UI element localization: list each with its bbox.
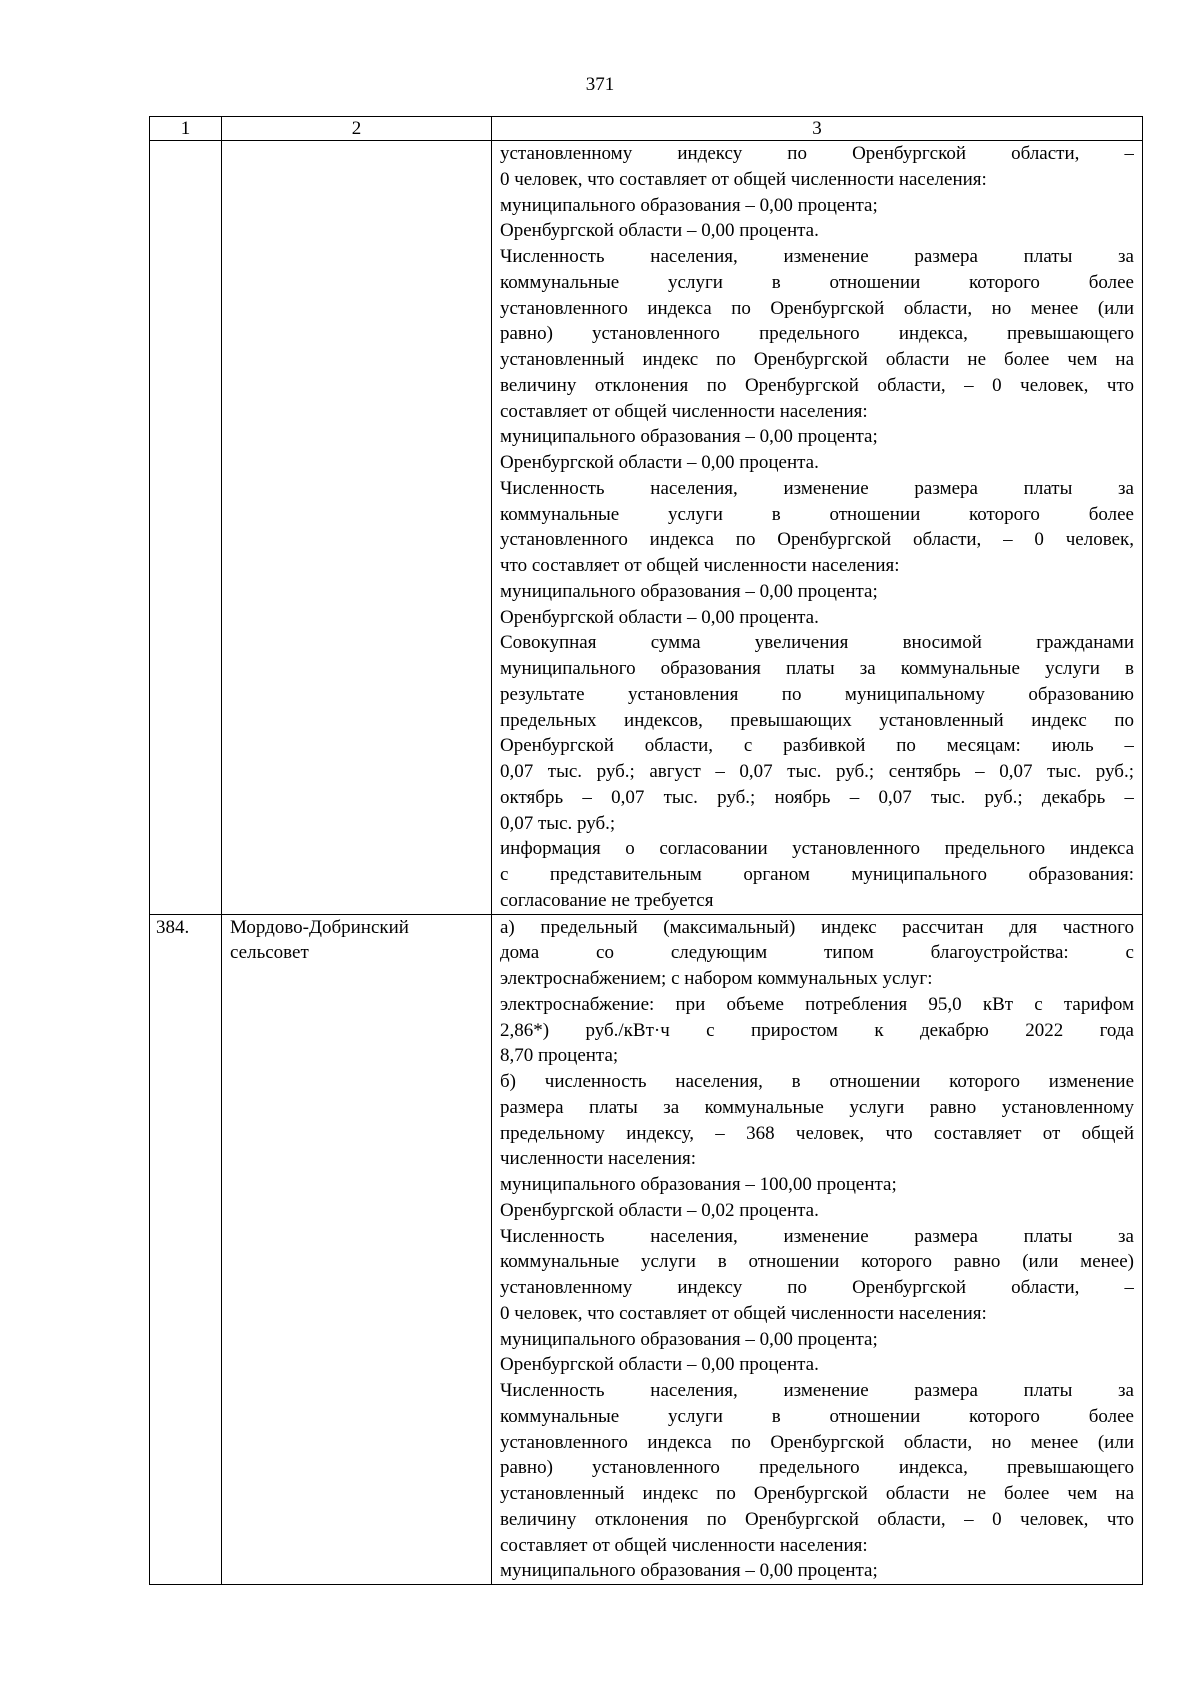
text-line: муниципального образования – 0,00 процента; — [500, 194, 878, 216]
text-line: 0,07 тыс. руб.; август – 0,07 тыс. руб.; сентябрь – 0,07 тыс. руб.; — [500, 761, 1134, 782]
text-line: коммунальные услуги в отношении которого более — [500, 1405, 1134, 1427]
text-line: 0 человек, что составляет от общей численности населения: — [500, 168, 987, 190]
text-line: установленный индекс по Оренбургской области не более чем на — [500, 349, 1134, 370]
page-number: 371 — [585, 74, 615, 95]
header-col-1: 1 — [150, 117, 222, 141]
table-header-row — [150, 117, 1143, 141]
description-cell — [492, 141, 1143, 915]
text-line: Численность населения, изменение размера платы за — [500, 1225, 1134, 1247]
row-number-cell — [150, 141, 222, 915]
text-line: муниципального образования – 0,00 процента; — [500, 1560, 878, 1582]
text-line: а) предельный (максимальный) индекс рассчитан для частного — [500, 916, 1134, 938]
text-line: установленного индекса по Оренбургской области, но менее (или — [500, 1431, 1134, 1453]
text-line: Численность населения, изменение размера платы за — [500, 477, 1134, 499]
text-line: величину отклонения по Оренбургской области, – 0 человек, что — [500, 374, 1134, 396]
text-line: 0,07 тыс. руб.; — [500, 812, 616, 834]
text-line: Численность населения, изменение размера платы за — [500, 1380, 1134, 1401]
text-line: коммунальные услуги в отношении которого более — [500, 503, 1134, 525]
text-line: установленному индексу по Оренбургской области, – — [500, 143, 1134, 164]
text-line: что составляет от общей численности населения: — [500, 555, 900, 576]
municipality-name-cell — [222, 914, 492, 1585]
text-line: Оренбургской области – 0,00 процента. — [500, 452, 819, 473]
text-line: муниципального образования – 0,00 процента; — [500, 426, 878, 448]
text-line: информация о согласовании установленного предельного индекса — [500, 838, 1134, 860]
text-line: 2,86*) руб./кВт·ч с приростом к декабрю 2022 года — [500, 1019, 1134, 1041]
text-line: составляет от общей численности населения: — [500, 400, 868, 422]
text-line: муниципального образования – 0,00 процента; — [500, 1328, 878, 1350]
text-line: величину отклонения по Оренбургской области, – 0 человек, что — [500, 1508, 1134, 1530]
text-line: предельных индексов, превышающих установленный индекс по — [500, 709, 1134, 731]
text-line: коммунальные услуги в отношении которого более — [500, 271, 1134, 293]
text-line: установленного индекса по Оренбургской области, – 0 человек, — [500, 529, 1134, 551]
municipality-name-line: Мордово-Добринский — [230, 916, 409, 938]
row-number-cell: 384. — [150, 914, 222, 1585]
text-line: Оренбургской области – 0,00 процента. — [500, 1354, 819, 1376]
text-line: коммунальные услуги в отношении которого равно (или менее) — [500, 1251, 1134, 1273]
text-line: Оренбургской области – 0,02 процента. — [500, 1199, 819, 1221]
text-line: муниципального образования – 100,00 процента; — [500, 1174, 897, 1195]
text-line: Оренбургской области, с разбивкой по месяцам: июль – — [500, 735, 1134, 757]
text-line: составляет от общей численности населения: — [500, 1534, 868, 1556]
table-row — [150, 141, 1143, 915]
text-line: численности населения: — [500, 1148, 697, 1170]
table-row — [150, 914, 1143, 1585]
header-col-2: 2 — [222, 117, 492, 141]
document-table — [149, 116, 1143, 1585]
text-line: предельному индексу, – 368 человек, что составляет от общей — [500, 1122, 1134, 1144]
text-line: 0 человек, что составляет от общей численности населения: — [500, 1302, 987, 1324]
text-line: равно) установленного предельного индекса, превышающего — [500, 323, 1134, 345]
text-line: октябрь – 0,07 тыс. руб.; ноябрь – 0,07 тыс. руб.; декабрь – — [500, 786, 1134, 808]
text-line: электроснабжением; с набором коммунальных услуг: — [500, 968, 933, 989]
text-line: 8,70 процента; — [500, 1045, 619, 1067]
text-line: дома со следующим типом благоустройства: с — [500, 942, 1134, 964]
text-line: равно) установленного предельного индекса, превышающего — [500, 1457, 1134, 1479]
text-line: размера платы за коммунальные услуги равно установленному — [500, 1096, 1134, 1118]
text-line: Численность населения, изменение размера платы за — [500, 246, 1134, 267]
text-line: б) численность населения, в отношении которого изменение — [500, 1071, 1134, 1092]
text-line: электроснабжение: при объеме потребления 95,0 кВт с тарифом — [500, 993, 1134, 1015]
text-line: Совокупная сумма увеличения вносимой гражданами — [500, 632, 1134, 654]
text-line: Оренбургской области – 0,00 процента. — [500, 220, 819, 242]
text-line: установленному индексу по Оренбургской области, – — [500, 1277, 1134, 1298]
text-line: результате установления по муниципальному образованию — [500, 683, 1134, 705]
description-cell — [492, 914, 1143, 1585]
text-line: Оренбургской области – 0,00 процента. — [500, 606, 819, 628]
municipality-name-line: сельсовет — [230, 942, 309, 964]
text-line: муниципального образования – 0,00 процента; — [500, 580, 878, 602]
text-line: установленного индекса по Оренбургской области, но менее (или — [500, 297, 1134, 319]
text-line: согласование не требуется — [500, 889, 714, 911]
text-line: с представительным органом муниципального образования: — [500, 864, 1134, 885]
text-line: муниципального образования платы за коммунальные услуги в — [500, 658, 1134, 679]
text-line: установленный индекс по Оренбургской области не более чем на — [500, 1483, 1134, 1504]
municipality-name-cell — [222, 141, 492, 915]
header-col-3: 3 — [492, 117, 1143, 141]
